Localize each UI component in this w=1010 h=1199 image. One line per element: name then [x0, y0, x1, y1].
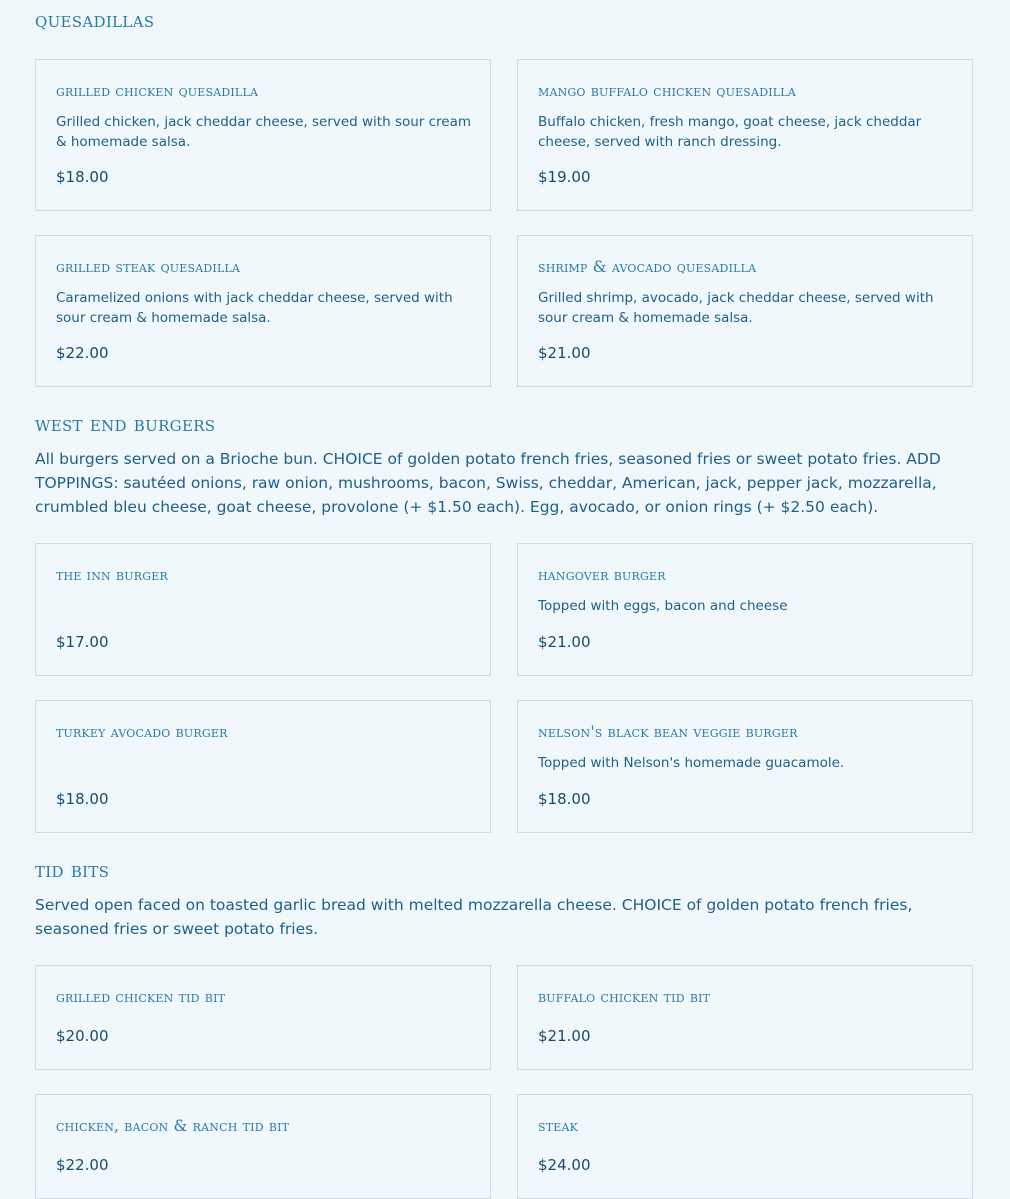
menu-item-price: $22.00 [56, 344, 109, 362]
menu-item-name: chicken, bacon & ranch tid bit [56, 1117, 290, 1135]
menu-item-name: steak [538, 1117, 579, 1135]
section-title-burgers: west end burgers [35, 412, 216, 436]
menu-item-price: $20.00 [56, 1027, 109, 1045]
menu-item-price: $21.00 [538, 1027, 591, 1045]
section-title-tidbits: tid bits [35, 858, 110, 882]
menu-item-description: Grilled chicken, jack cheddar cheese, served with sour cream & homemade salsa. [56, 114, 472, 150]
menu-item-price: $21.00 [538, 633, 591, 651]
menu-item-name: grilled steak quesadilla [56, 258, 241, 276]
menu-item-name: turkey avocado burger [56, 723, 228, 741]
menu-item-card [517, 965, 973, 1070]
menu-item-card [35, 965, 491, 1070]
menu-item-price: $19.00 [538, 168, 591, 186]
menu-item-card [35, 1094, 491, 1199]
menu-item-name: nelson's black bean veggie burger [538, 723, 798, 741]
section-description: Served open faced on toasted garlic bread with melted mozzarella cheese. CHOICE of golden potato french fries, seasoned fries or sweet potato fries. [35, 896, 913, 938]
section-title-quesadillas: quesadillas [35, 8, 155, 32]
menu-item-card [35, 235, 491, 387]
menu-item-name: mango buffalo chicken quesadilla [538, 82, 796, 100]
menu-item-price: $17.00 [56, 633, 109, 651]
menu-item-card [517, 59, 973, 211]
menu-item-description: Caramelized onions with jack cheddar cheese, served with sour cream & homemade salsa. [56, 290, 453, 326]
menu-item-card [35, 59, 491, 211]
menu-item-price: $22.00 [56, 1156, 109, 1174]
menu-item-price: $21.00 [538, 344, 591, 362]
menu-item-description: Grilled shrimp, avocado, jack cheddar cheese, served with sour cream & homemade salsa. [538, 290, 934, 326]
menu-item-price: $18.00 [56, 790, 109, 808]
menu-item-description: Topped with Nelson's homemade guacamole. [538, 755, 845, 771]
menu-item-name: shrimp & avocado quesadilla [538, 258, 757, 276]
menu-item-card [35, 543, 491, 676]
menu-item-card [35, 700, 491, 833]
menu-item-price: $24.00 [538, 1156, 591, 1174]
menu-item-card [517, 700, 973, 833]
menu-item-card [517, 235, 973, 387]
menu-item-name: buffalo chicken tid bit [538, 988, 711, 1006]
menu-item-price: $18.00 [538, 790, 591, 808]
menu-item-name: grilled chicken quesadilla [56, 82, 259, 100]
menu-item-card [517, 1094, 973, 1199]
menu-item-price: $18.00 [56, 168, 109, 186]
menu-item-name: the inn burger [56, 566, 168, 584]
menu-item-card [517, 543, 973, 676]
menu-item-name: hangover burger [538, 566, 666, 584]
menu-item-name: grilled chicken tid bit [56, 988, 226, 1006]
section-description: All burgers served on a Brioche bun. CHOICE of golden potato french fries, seasoned fries or sweet potato fries. ADD TOPPINGS: sautéed onions, raw onion, mushrooms, bacon, Swiss, cheddar, American, jack, pepper jack, mozzarella, crumbled bleu cheese, goat cheese, provolone (+ $1.50 each). Egg, avocado, or onion rings (+ $2.50 each). [35, 450, 941, 516]
menu-item-description: Buffalo chicken, fresh mango, goat cheese, jack cheddar cheese, served with ranch dressing. [538, 114, 922, 150]
menu-item-description: Topped with eggs, bacon and cheese [538, 598, 788, 614]
